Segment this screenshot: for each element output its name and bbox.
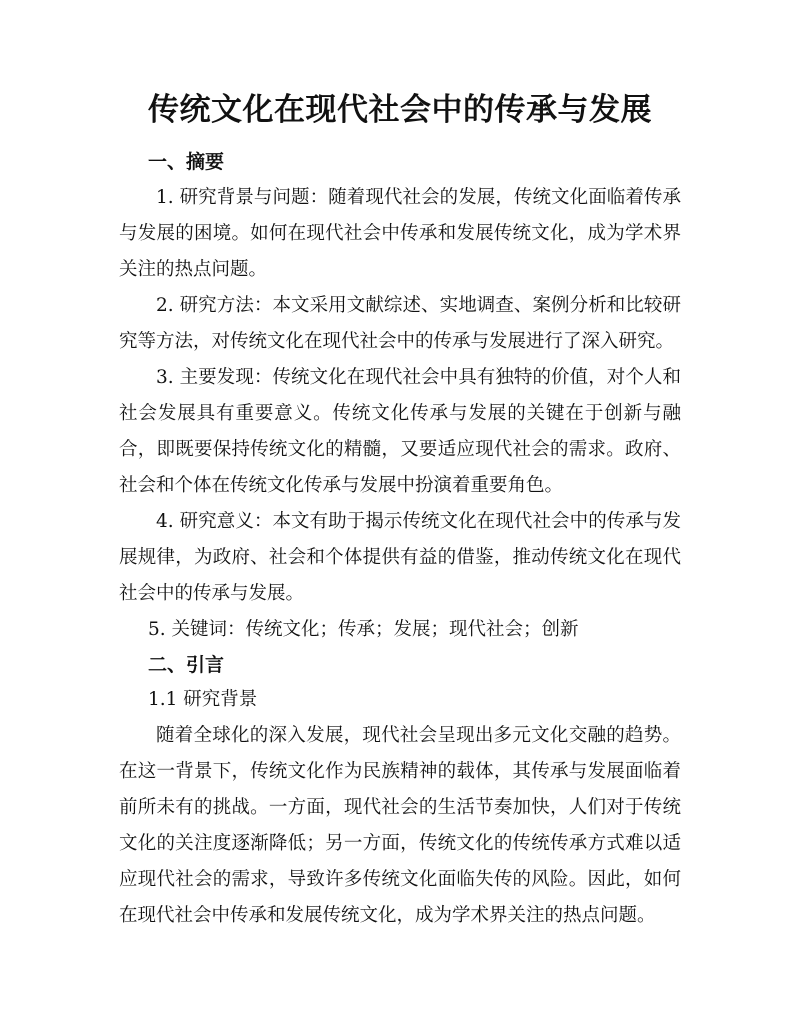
section-heading-abstract: 一、摘要: [148, 151, 225, 173]
abstract-item-findings: 3. 主要发现：传统文化在现代社会中具有独特的价值，对个人和社会发展具有重要意义。传统文化传承与发展的关键在于创新与融合，即既要保持传统文化的精髓，又要适应现代社会的需求。政府、社会和个体在传统文化传承与发展中扮演着重要角色。: [119, 367, 681, 496]
subsection-heading-background: 1.1 研究背景: [148, 689, 258, 710]
abstract-item-keywords: 5. 关键词：传统文化；传承；发展；现代社会；创新: [148, 619, 579, 640]
document-title: 传统文化在现代社会中的传承与发展: [148, 92, 652, 128]
introduction-body: 随着全球化的深入发展，现代社会呈现出多元文化交融的趋势。在这一背景下，传统文化作为民族精神的载体，其传承与发展面临着前所未有的挑战。一方面，现代社会的生活节奏加快，人们对于传统文化的关注度逐渐降低；另一方面，传统文化的传统传承方式难以适应现代社会的需求，导致许多传统文化面临失传的风险。因此，如何在现代社会中传承和发展传统文化，成为学术界关注的热点问题。: [119, 725, 681, 926]
abstract-item-background: 1. 研究背景与问题：随着现代社会的发展，传统文化面临着传承与发展的困境。如何在现代社会中传承和发展传统文化，成为学术界关注的热点问题。: [119, 187, 681, 280]
abstract-item-methods: 2. 研究方法：本文采用文献综述、实地调查、案例分析和比较研究等方法，对传统文化在现代社会中的传承与发展进行了深入研究。: [119, 295, 681, 352]
section-heading-introduction: 二、引言: [148, 654, 225, 676]
abstract-item-significance: 4. 研究意义：本文有助于揭示传统文化在现代社会中的传承与发展规律，为政府、社会和个体提供有益的借鉴，推动传统文化在现代社会中的传承与发展。: [119, 511, 681, 604]
